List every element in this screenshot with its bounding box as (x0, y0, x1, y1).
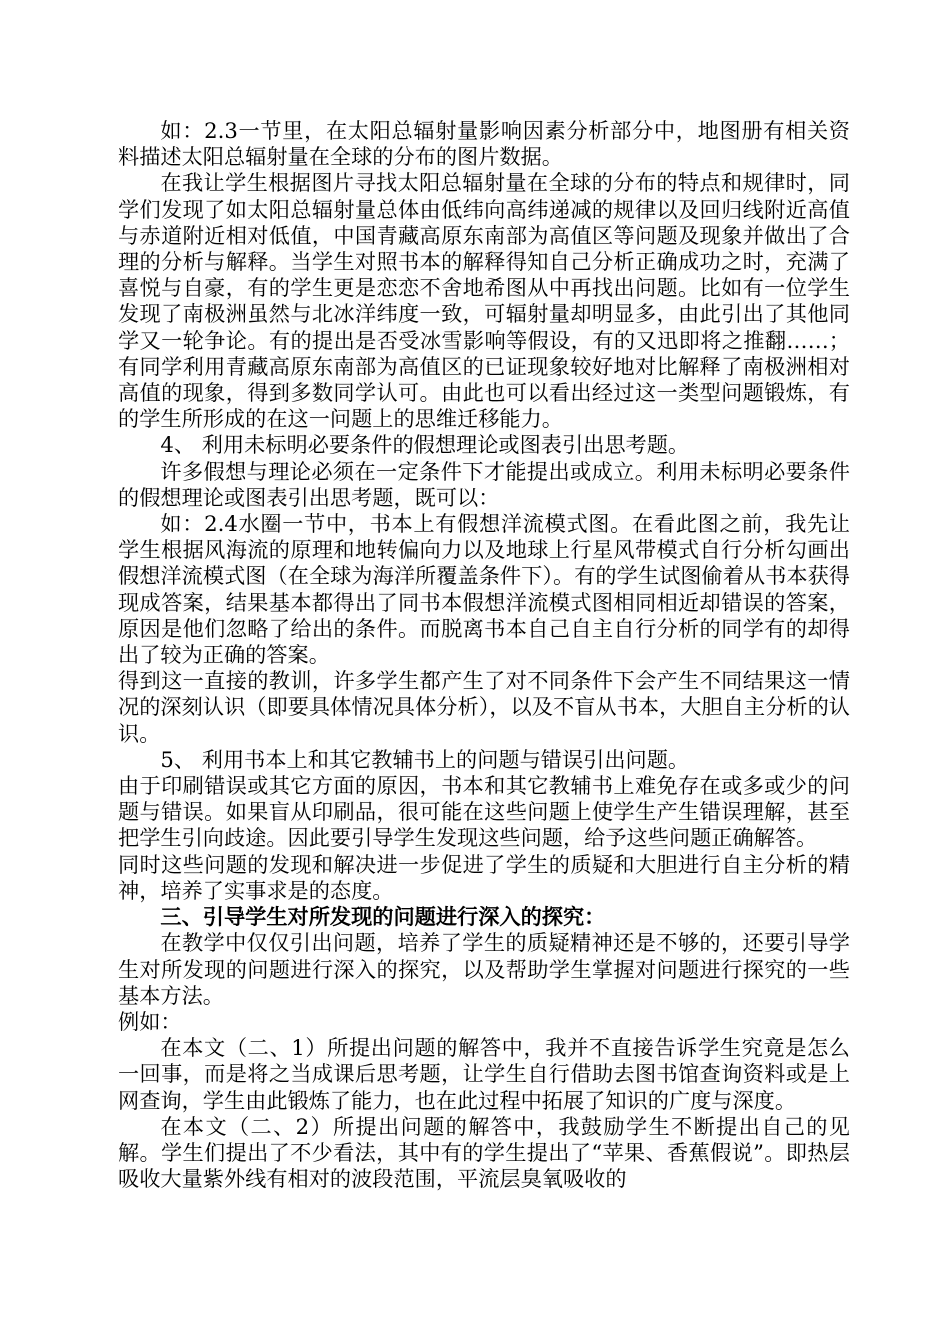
paragraph-hypothesis-conditions: 许多假想与理论必须在一定条件下才能提出或成立。利用未标明必要条件的假想理论或图表引出思考题，既可以： (118, 458, 850, 510)
paragraph-for-example: 例如： (118, 1008, 182, 1034)
list-item-4: 4、 利用未标明必要条件的假想理论或图表引出思考题。 (160, 432, 690, 458)
paragraph-deep-inquiry: 在教学中仅仅引出问题，培养了学生的质疑精神还是不够的，还要引导学生对所发现的问题进行深入的探究，以及帮助学生掌握对问题进行探究的一些基本方法。 (118, 930, 850, 1008)
paragraph-lesson-learned: 得到这一直接的教训，许多学生都产生了对不同条件下会产生不同结果这一情况的深刻认识（即要具体情况具体分析），以及不盲从书本，大胆自主分析的认识。 (118, 668, 850, 746)
paragraph-printing-errors: 由于印刷错误或其它方面的原因，书本和其它教辅书上难免存在或多或少的问题与错误。如果盲从印刷品，很可能在这些问题上使学生产生错误理解，甚至把学生引向歧途。因此要引导学生发现这些问题，给予这些问题正确解答。 (118, 773, 850, 851)
document-page (118, 118, 850, 1192)
paragraph-answer-2-1: 在本文（二、1）所提出问题的解答中，我并不直接告诉学生究竟是怎么一回事，而是将之当成课后思考题，让学生自行借助去图书馆查询资料或是上网查询，学生由此锻炼了能力，也在此过程中拓展了知识的广度与深度。 (118, 1035, 850, 1113)
paragraph-answer-2-2: 在本文（二、2）所提出问题的解答中，我鼓励学生不断提出自己的见解。学生们提出了不少看法，其中有的学生提出了“苹果、香蕉假说”。即热层吸收大量紫外线有相对的波段范围，平流层臭氧吸收的 (118, 1113, 850, 1192)
list-item-5: 5、 利用书本上和其它教辅书上的问题与错误引出问题。 (160, 746, 690, 772)
paragraph-critical-spirit: 同时这些问题的发现和解决进一步促进了学生的质疑和大胆进行自主分析的精神，培养了实事求是的态度。 (118, 851, 850, 903)
section-heading-3: 三、引导学生对所发现的问题进行深入的探究： (160, 904, 606, 930)
paragraph-example-2-3: 如：2.3一节里，在太阳总辐射量影响因素分析部分中，地图册有相关资料描述太阳总辐射量在全球的分布的图片数据。 (118, 118, 850, 170)
paragraph-solar-radiation-analysis: 在我让学生根据图片寻找太阳总辐射量在全球的分布的特点和规律时，同学们发现了如太阳总辐射量总体由低纬向高纬递减的规律以及回归线附近高值与赤道附近相对低值，中国青藏高原东南部为高值区等问题及现象并做出了合理的分析与解释。当学生对照书本的解释得知自己分析正确成功之时，充满了喜悦与自豪，有的学生更是恋恋不舍地希图从中再找出问题。比如有一位学生发现了南极洲虽然与北冰洋纬度一致，可辐射量却明显多，由此引出了其他同学又一轮争论。有的提出是否受冰雪影响等假设，有的又迅即将之推翻……；有同学利用青藏高原东南部为高值区的已证现象较好地对比解释了南极洲相对高值的现象，得到多数同学认可。由此也可以看出经过这一类型问题锻炼，有的学生所形成的在这一问题上的思维迁移能力。 (118, 170, 850, 432)
paragraph-example-2-4: 如：2.4水圈一节中，书本上有假想洋流模式图。在看此图之前，我先让学生根据风海流的原理和地转偏向力以及地球上行星风带模式自行分析勾画出假想洋流模式图（在全球为海洋所覆盖条件下）。有的学生试图偷着从书本获得现成答案，结果基本都得出了同书本假想洋流模式图相同相近却错误的答案，原因是他们忽略了给出的条件。而脱离书本自己自主自行分析的同学有的却得出了较为正确的答案。 (118, 511, 850, 668)
